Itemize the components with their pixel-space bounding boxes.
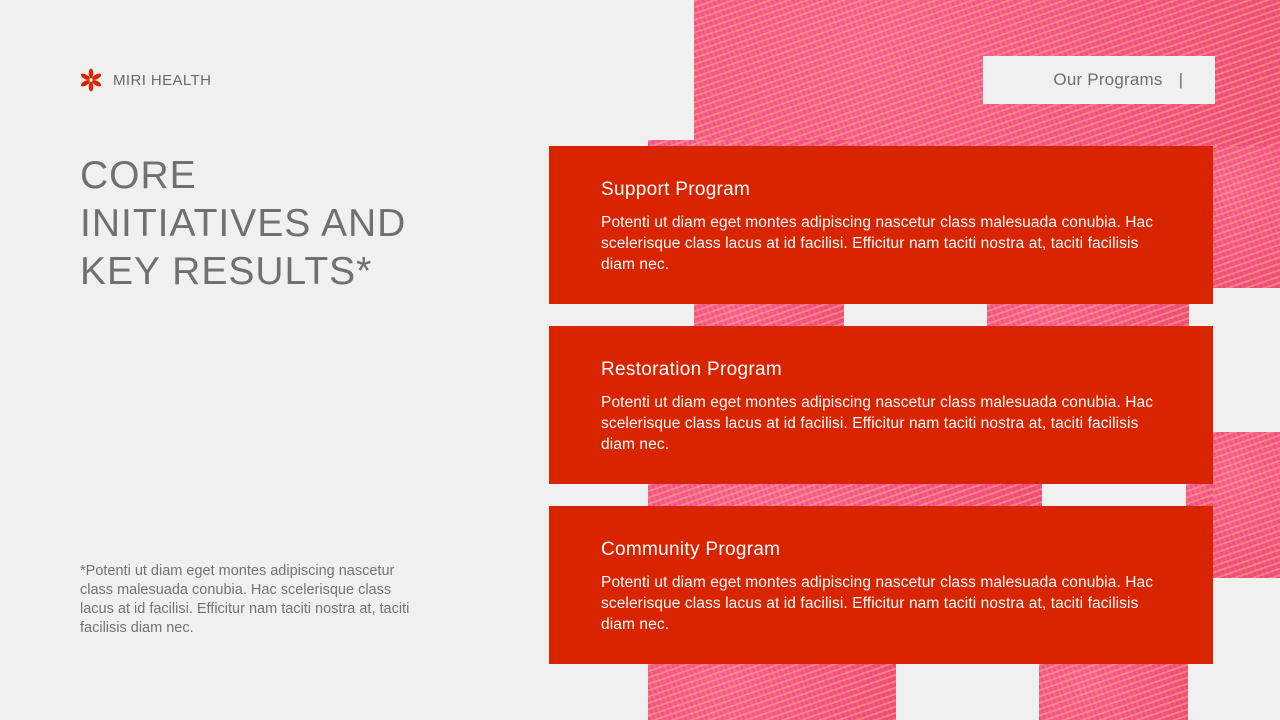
footnote: *Potenti ut diam eget montes adipiscing nascetur class malesuada conubia. Hac scelerisque class lacus at id facilisi. Efficitur nam taciti nostra at, taciti facilisis diam nec. — [80, 563, 410, 636]
background-texture — [648, 664, 896, 720]
background-texture — [987, 304, 1189, 326]
program-card-community — [549, 506, 1213, 664]
program-description: Potenti ut diam eget montes adipiscing nascetur class malesuada conubia. Hac scelerisque class lacus at id facilisi. Efficitur nam taciti nostra at, taciti facilisis diam nec. — [601, 574, 1154, 633]
program-title: Restoration Program — [601, 359, 782, 380]
background-texture — [1213, 432, 1280, 578]
brand-logo — [80, 68, 211, 92]
page-title: CORE INITIATIVES AND KEY RESULTS* — [80, 154, 407, 293]
program-title: Community Program — [601, 539, 781, 560]
program-description: Potenti ut diam eget montes adipiscing nascetur class malesuada conubia. Hac scelerisque class lacus at id facilisi. Efficitur nam taciti nostra at, taciti facilisis diam nec. — [601, 214, 1154, 273]
background-texture — [694, 304, 844, 326]
program-card-support — [549, 146, 1213, 304]
background-texture — [1186, 484, 1214, 506]
background-texture — [648, 484, 1042, 506]
program-card-restoration — [549, 326, 1213, 484]
program-title: Support Program — [601, 179, 751, 200]
background-texture — [1039, 664, 1188, 720]
background-texture — [1213, 146, 1280, 288]
nav-separator: | — [1178, 70, 1183, 89]
nav-label[interactable]: Our Programs — [1053, 70, 1163, 89]
program-description: Potenti ut diam eget montes adipiscing nascetur class malesuada conubia. Hac scelerisque class lacus at id facilisi. Efficitur nam taciti nostra at, taciti facilisis diam nec. — [601, 394, 1154, 453]
nav-our-programs[interactable] — [983, 56, 1215, 104]
brand-name: MIRI HEALTH — [113, 71, 212, 89]
asterisk-flower-icon — [80, 68, 102, 92]
